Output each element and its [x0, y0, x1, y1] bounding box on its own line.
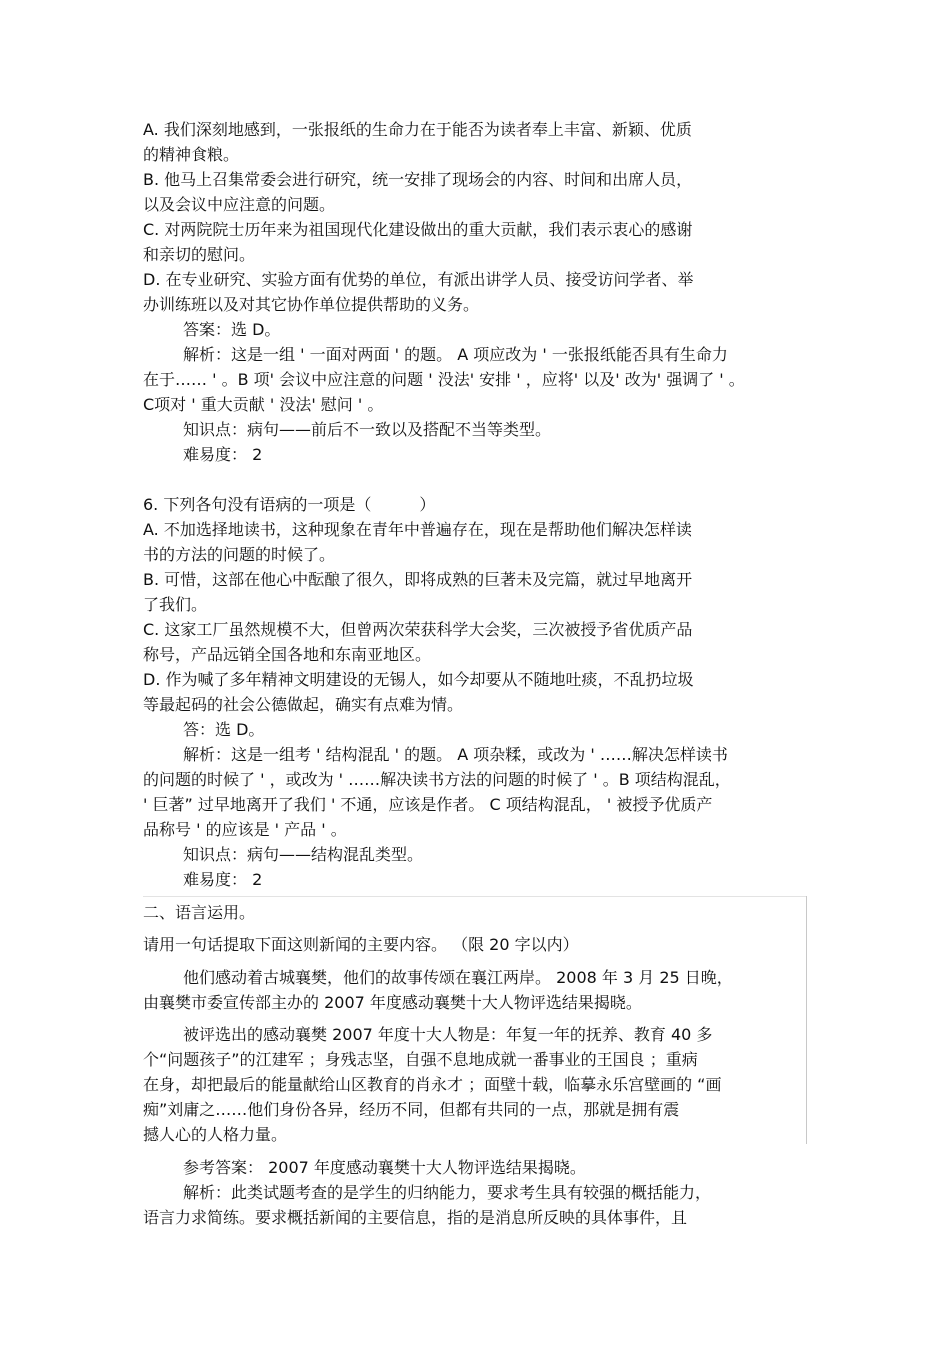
q6-option-b-line2: 了我们。 — [143, 595, 208, 614]
news-paragraph2-line3: 在身，却把最后的能量献给山区教育的肖永才 ；面壁十载，临摹永乐宫壁画的 “画 — [143, 1075, 722, 1094]
q6-analysis-line4: 品称号 ' 的应该是 ' 产品 ' 。 — [143, 820, 347, 839]
q5-difficulty: 难易度： 2 — [183, 445, 263, 464]
news-paragraph2-line4: 痴”刘庸之……他们身份各异，经历不同，但都有共同的一点，那就是拥有震 — [143, 1100, 680, 1119]
section-top-rule — [143, 896, 806, 897]
q6-option-b-line1: B. 可惜，这部在他心中酝酿了很久，即将成熟的巨著未及完篇，就过早地离开 — [143, 570, 693, 589]
q5-answer: 答案：选 D。 — [183, 320, 281, 339]
q5-analysis-line3: C项对 ' 重大贡献 ' 没法' 慰问 ' 。 — [143, 395, 384, 414]
q5-option-a-line1: A. 我们深刻地感到，一张报纸的生命力在于能否为读者奉上丰富、新颖、优质 — [143, 120, 692, 139]
q6-analysis-line1: 解析：这是一组考 ' 结构混乱 ' 的题。 A 项杂糅，或改为 ' ……解决怎样读书 — [183, 745, 728, 764]
section2-title: 二、语言运用。 — [143, 903, 256, 922]
q6-answer: 答：选 D。 — [183, 720, 265, 739]
final-analysis-line2: 语言力求简练。要求概括新闻的主要信息，指的是消息所反映的具体事件，且 — [143, 1208, 688, 1227]
q6-difficulty: 难易度： 2 — [183, 870, 263, 889]
q6-option-c-line1: C. 这家工厂虽然规模不大，但曾两次荣获科学大会奖，三次被授予省优质产品 — [143, 620, 693, 639]
news-paragraph2-line5: 撼人心的人格力量。 — [143, 1125, 288, 1144]
q6-analysis-line3: ' 巨著” 过早地离开了我们 ' 不通，应该是作者。 C 项结构混乱， ' 被授予优质产 — [143, 795, 713, 814]
q5-option-d-line1: D. 在专业研究、实验方面有优势的单位，有派出讲学人员、接受访问学者、举 — [143, 270, 694, 289]
news-paragraph2-line2: 个“问题孩子”的江建军 ；身残志坚，自强不息地成就一番事业的王国良 ；重病 — [143, 1050, 698, 1069]
q6-option-a-line2: 书的方法的问题的时候了。 — [143, 545, 336, 564]
q5-knowledge-point: 知识点：病句——前后不一致以及搭配不当等类型。 — [183, 420, 552, 439]
q5-analysis-line1: 解析：这是一组 ' 一面对两面 ' 的题。 A 项应改为 ' 一张报纸能否具有生命力 — [183, 345, 728, 364]
q6-knowledge-point: 知识点：病句——结构混乱类型。 — [183, 845, 424, 864]
q6-option-d-line2: 等最起码的社会公德做起，确实有点难为情。 — [143, 695, 464, 714]
q5-analysis-line2: 在于…… ' 。B 项' 会议中应注意的问题 ' 没法' 安排 ' ，应将' 以及' 改为' 强调了 ' 。 — [143, 370, 745, 389]
q5-option-d-line2: 办训练班以及对其它协作单位提供帮助的义务。 — [143, 295, 480, 314]
q6-option-a-line1: A. 不加选择地读书，这种现象在青年中普遍存在，现在是帮助他们解决怎样读 — [143, 520, 692, 539]
q5-option-a-line2: 的精神食粮。 — [143, 145, 240, 164]
q5-option-b-line2: 以及会议中应注意的问题。 — [143, 195, 336, 214]
q6-analysis-line2: 的问题的时候了 ' ，或改为 ' ……解决读书方法的问题的时候了 ' 。B 项结构混乱， — [143, 770, 731, 789]
task-prompt: 请用一句话提取下面这则新闻的主要内容。 （限 20 字以内） — [143, 935, 579, 954]
q6-option-d-line1: D. 作为喊了多年精神文明建设的无锡人，如今却要从不随地吐痰，不乱扔垃圾 — [143, 670, 694, 689]
final-analysis-line1: 解析：此类试题考查的是学生的归纳能力，要求考生具有较强的概括能力， — [183, 1183, 712, 1202]
q5-option-c-line1: C. 对两院院士历年来为祖国现代化建设做出的重大贡献，我们表示衷心的感谢 — [143, 220, 693, 239]
q5-option-b-line1: B. 他马上召集常委会进行研究，统一安排了现场会的内容、时间和出席人员， — [143, 170, 693, 189]
reference-answer: 参考答案： 2007 年度感动襄樊十大人物评选结果揭晓。 — [183, 1158, 586, 1177]
q5-option-c-line2: 和亲切的慰问。 — [143, 245, 256, 264]
news-paragraph1-line2: 由襄樊市委宣传部主办的 2007 年度感动襄樊十大人物评选结果揭晓。 — [143, 993, 642, 1012]
news-paragraph1-line1: 他们感动着古城襄樊，他们的故事传颂在襄江两岸。 2008 年 3 月 25 日晚， — [183, 968, 733, 987]
q6-option-c-line2: 称号，产品远销全国各地和东南亚地区。 — [143, 645, 432, 664]
section-right-rule — [806, 896, 807, 1144]
news-paragraph2-line1: 被评选出的感动襄樊 2007 年度十大人物是：年复一年的抚养、教育 40 多 — [183, 1025, 713, 1044]
q6-question: 6. 下列各句没有语病的一项是（ ） — [143, 495, 436, 514]
